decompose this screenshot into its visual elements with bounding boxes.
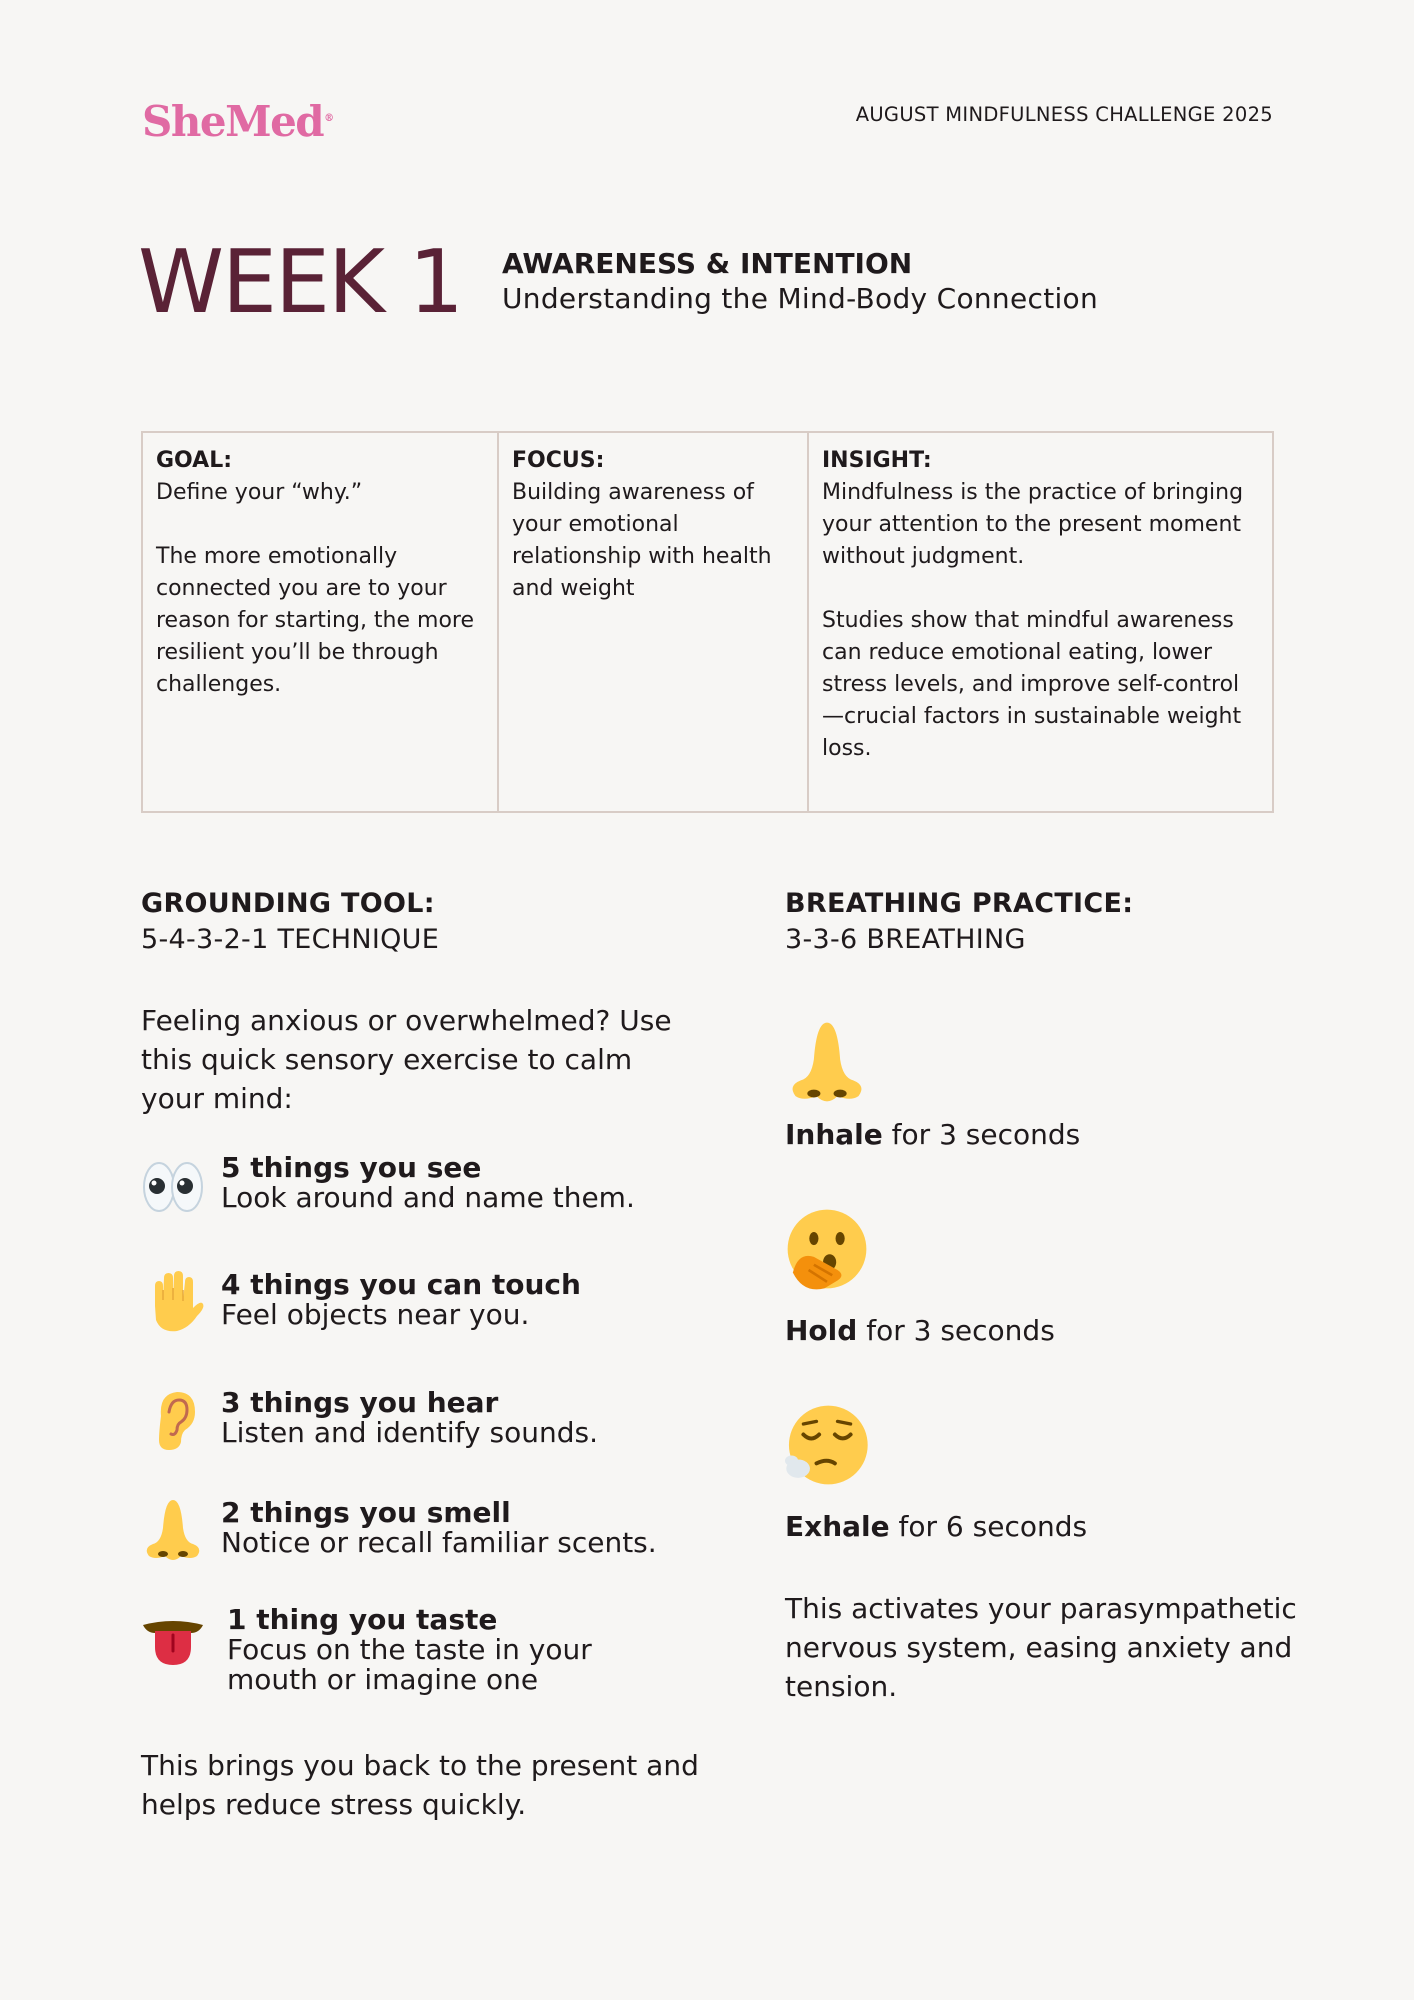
raised-hand-icon (141, 1270, 205, 1334)
focus-cell (497, 433, 807, 811)
tongue-icon (141, 1605, 205, 1669)
breath-inhale-rest: for 3 seconds (882, 1118, 1081, 1151)
step-see-desc: Look around and name them. (221, 1181, 635, 1214)
step-hear (141, 1388, 701, 1452)
step-smell (141, 1498, 701, 1562)
info-table (141, 431, 1274, 813)
step-see-text (221, 1153, 635, 1213)
goal-cell (143, 433, 497, 811)
breath-inhale-action: Inhale (785, 1118, 883, 1151)
breathing-note: This activates your parasympathetic nervous system, easing anxiety and tension. (785, 1592, 1297, 1703)
insight-label: INSIGHT: (822, 448, 932, 473)
breath-exhale-action: Exhale (785, 1510, 890, 1543)
week-heading: AWARENESS & INTENTION (502, 247, 913, 280)
goal-label: GOAL: (156, 448, 233, 473)
breath-hold (785, 1313, 1055, 1349)
insight-cell (807, 433, 1272, 811)
step-touch-text (221, 1270, 581, 1330)
brand-logo (142, 92, 333, 149)
nose-icon (785, 1020, 869, 1104)
step-smell-text (221, 1498, 657, 1558)
breath-inhale (785, 1117, 1080, 1153)
ear-icon (141, 1388, 205, 1452)
step-taste (141, 1605, 701, 1695)
step-taste-title: 1 thing you taste (227, 1603, 498, 1636)
step-see-title: 5 things you see (221, 1151, 482, 1184)
step-hear-desc: Listen and identify sounds. (221, 1416, 598, 1449)
step-taste-desc: Focus on the taste in your mouth or imagine one (227, 1633, 592, 1696)
grounding-intro: Feeling anxious or overwhelmed? Use this quick sensory exercise to calm your mind: (141, 1004, 672, 1115)
challenge-title: AUGUST MINDFULNESS CHALLENGE 2025 (855, 103, 1273, 126)
focus-label: FOCUS: (512, 448, 605, 473)
face-hand-over-mouth-icon (785, 1207, 869, 1291)
week-title: WEEK 1 (138, 231, 463, 333)
step-touch-title: 4 things you can touch (221, 1268, 581, 1301)
breath-hold-action: Hold (785, 1314, 858, 1347)
focus-text: Building awareness of your emotional relationship with health and weight (512, 480, 772, 601)
step-hear-text (221, 1388, 598, 1448)
insight-text: Mindfulness is the practice of bringing your attention to the present moment without judgment. Studies show that mindful awareness can reduce emotional eating, lower stress levels, and improve self-control—crucial factors in sustainable weight loss. (822, 480, 1244, 761)
step-touch-desc: Feel objects near you. (221, 1298, 530, 1331)
step-see (141, 1153, 701, 1217)
step-taste-text (227, 1605, 627, 1695)
step-hear-title: 3 things you hear (221, 1386, 499, 1419)
breath-exhale-rest: for 6 seconds (889, 1510, 1088, 1543)
grounding-outro: This brings you back to the present and helps reduce stress quickly. (141, 1749, 699, 1821)
breathing-header (785, 886, 1285, 958)
step-touch (141, 1270, 701, 1334)
nose-icon (141, 1498, 205, 1562)
breath-exhale (785, 1509, 1087, 1545)
eyes-icon (141, 1153, 205, 1217)
exhaling-face-icon (785, 1403, 869, 1487)
breathing-subtitle: 3-3-6 BREATHING (785, 924, 1026, 955)
breathing-title: BREATHING PRACTICE: (785, 888, 1134, 919)
grounding-title: GROUNDING TOOL: (141, 888, 435, 919)
breath-hold-rest: for 3 seconds (857, 1314, 1055, 1347)
week-subtitle-block (502, 246, 1098, 316)
grounding-subtitle: 5-4-3-2-1 TECHNIQUE (141, 924, 440, 955)
registered-mark: ® (324, 113, 333, 124)
grounding-header (141, 886, 701, 958)
step-smell-desc: Notice or recall familiar scents. (221, 1526, 657, 1559)
step-smell-title: 2 things you smell (221, 1496, 511, 1529)
goal-text: Define your “why.” The more emotionally connected you are to your reason for starting, the more resilient you’ll be through challenges. (156, 480, 475, 697)
week-subheading: Understanding the Mind-Body Connection (502, 282, 1099, 315)
brand-logo-text: SheMed (142, 97, 324, 146)
